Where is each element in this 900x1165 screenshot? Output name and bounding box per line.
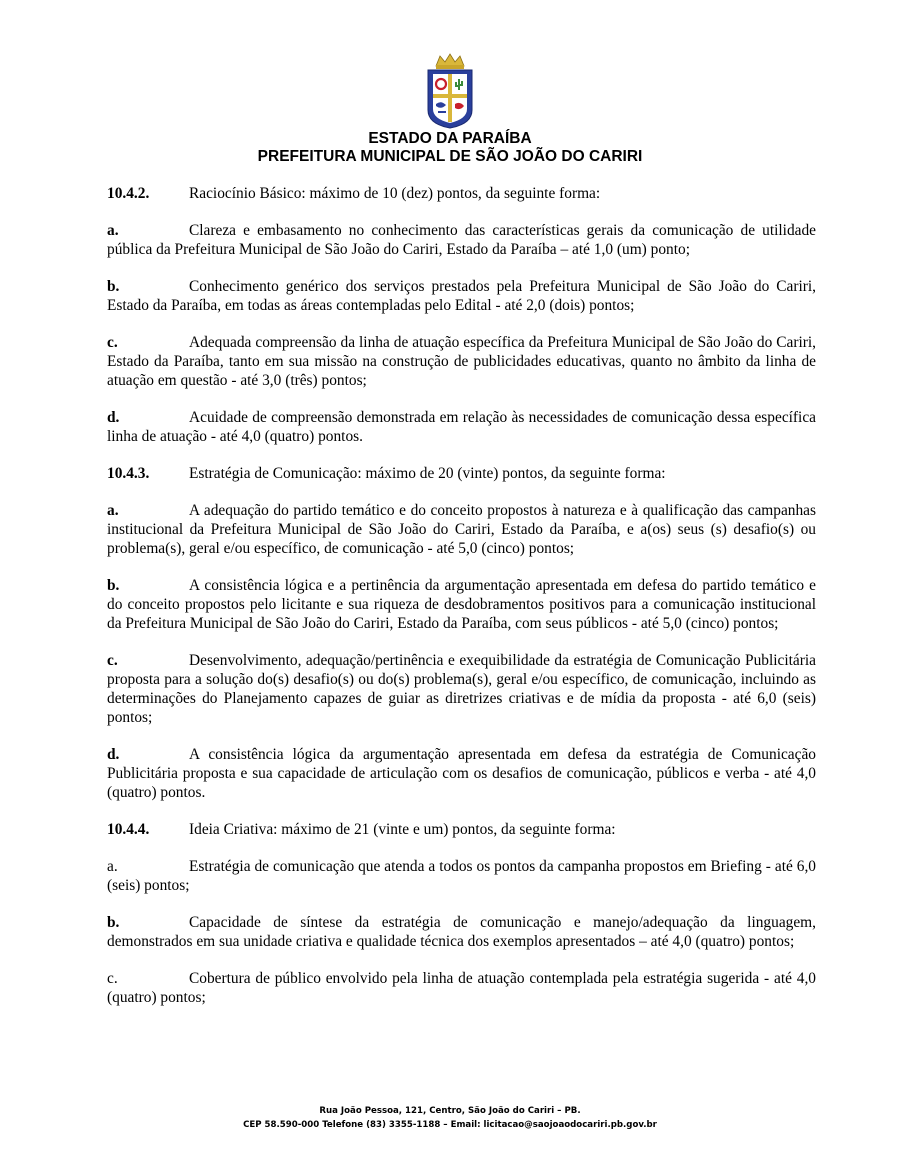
- item-text: Desenvolvimento, adequação/pertinência e exequibilidade da estratégia de Comunicação Publicitária proposta para a solução do(s) desafio(s) ou do(s) problema(s), geral e/ou específico, de comunicação, incluindo as determinações do Planejamento capazes de guiar as diretrizes criativas e de mídia da proposta - até 6,0 (seis) pontos;: [107, 652, 816, 726]
- item-label: a.: [107, 502, 119, 519]
- header-state: ESTADO DA PARAÍBA: [368, 130, 532, 147]
- item-text: Clareza e embasamento no conhecimento das características gerais da comunicação de utilidade pública da Prefeitura Municipal de São João do Cariri, Estado da Paraíba – até 1,0 (um) ponto;: [107, 222, 816, 258]
- list-item: [107, 221, 816, 259]
- list-item: [107, 745, 816, 802]
- item-text: Adequada compreensão da linha de atuação específica da Prefeitura Municipal de São João do Cariri, Estado da Paraíba, tanto em sua missão na construção de publicidades educativas, quanto no âmbito da linha de atuação em questão - até 3,0 (três) pontos;: [107, 334, 816, 389]
- item-label: c.: [107, 970, 118, 987]
- item-text: Conhecimento genérico dos serviços prestados pela Prefeitura Municipal de São João do Cariri, Estado da Paraíba, em todas as áreas contempladas pelo Edital - até 2,0 (dois) pontos;: [107, 278, 816, 314]
- list-item: [107, 277, 816, 315]
- section-heading: [107, 464, 816, 483]
- item-label: d.: [107, 746, 120, 763]
- item-text: A adequação do partido temático e do conceito propostos à natureza e à qualificação das campanhas institucional da Prefeitura Municipal de São João do Cariri, Estado da Paraíba, e a(os) seus (s) desafio(s) ou problema(s), geral e/ou específico, de comunicação - até 5,0 (cinco) pontos;: [107, 502, 816, 557]
- section-number: 10.4.2.: [107, 185, 150, 202]
- item-label: c.: [107, 652, 118, 669]
- list-item: [107, 969, 816, 1007]
- item-label: a.: [107, 858, 118, 875]
- header-prefecture: PREFEITURA MUNICIPAL DE SÃO JOÃO DO CARIRI: [257, 148, 643, 165]
- item-text: A consistência lógica da argumentação apresentada em defesa da estratégia de Comunicação Publicitária proposta e sua capacidade de articulação com os desafios de comunicação, públicos e verba - até 4,0 (quatro) pontos.: [107, 746, 816, 801]
- section-heading: [107, 184, 816, 203]
- item-text: Estratégia de comunicação que atenda a todos os pontos da campanha propostos em Briefing - até 6,0 (seis) pontos;: [107, 858, 816, 894]
- list-item: [107, 333, 816, 390]
- list-item: [107, 408, 816, 446]
- item-label: b.: [107, 278, 120, 295]
- municipal-crest-icon: [422, 52, 478, 130]
- section-number: 10.4.3.: [107, 465, 150, 482]
- footer-address: Rua João Pessoa, 121, Centro, São João do Cariri – PB.: [319, 1106, 581, 1116]
- section-title: Raciocínio Básico: máximo de 10 (dez) pontos, da seguinte forma:: [189, 185, 601, 202]
- item-label: b.: [107, 914, 120, 931]
- item-text: Cobertura de público envolvido pela linha de atuação contemplada pela estratégia sugerida - até 4,0 (quatro) pontos;: [107, 970, 816, 1006]
- list-item: [107, 857, 816, 895]
- item-text: Capacidade de síntese da estratégia de comunicação e manejo/adequação da linguagem, demonstrados em sua unidade criativa e qualidade técnica dos exemplos apresentados – até 4,0 (quatro) pontos;: [107, 914, 816, 950]
- section-heading: [107, 820, 816, 839]
- list-item: [107, 913, 816, 951]
- list-item: [107, 501, 816, 558]
- section-number: 10.4.4.: [107, 821, 150, 838]
- item-label: c.: [107, 334, 118, 351]
- list-item: [107, 651, 816, 727]
- page-footer: [0, 1104, 900, 1132]
- letterhead: [0, 52, 900, 166]
- item-label: a.: [107, 222, 119, 239]
- item-label: b.: [107, 577, 120, 594]
- item-text: A consistência lógica e a pertinência da argumentação apresentada em defesa do partido temático e do conceito propostos pelo licitante e sua riqueza de desdobramentos positivos para a comunicação institucional da Prefeitura Municipal de São João do Cariri, Estado da Paraíba, com seus públicos - até 5,0 (cinco) pontos;: [107, 577, 816, 632]
- footer-contact: CEP 58.590-000 Telefone (83) 3355-1188 – Email: licitacao@saojoaodocariri.pb.gov.br: [243, 1120, 657, 1130]
- list-item: [107, 576, 816, 633]
- item-label: d.: [107, 409, 120, 426]
- item-text: Acuidade de compreensão demonstrada em relação às necessidades de comunicação dessa específica linha de atuação - até 4,0 (quatro) pontos.: [107, 409, 816, 445]
- document-body: [107, 184, 816, 1025]
- section-title: Estratégia de Comunicação: máximo de 20 (vinte) pontos, da seguinte forma:: [189, 465, 666, 482]
- section-title: Ideia Criativa: máximo de 21 (vinte e um) pontos, da seguinte forma:: [189, 821, 616, 838]
